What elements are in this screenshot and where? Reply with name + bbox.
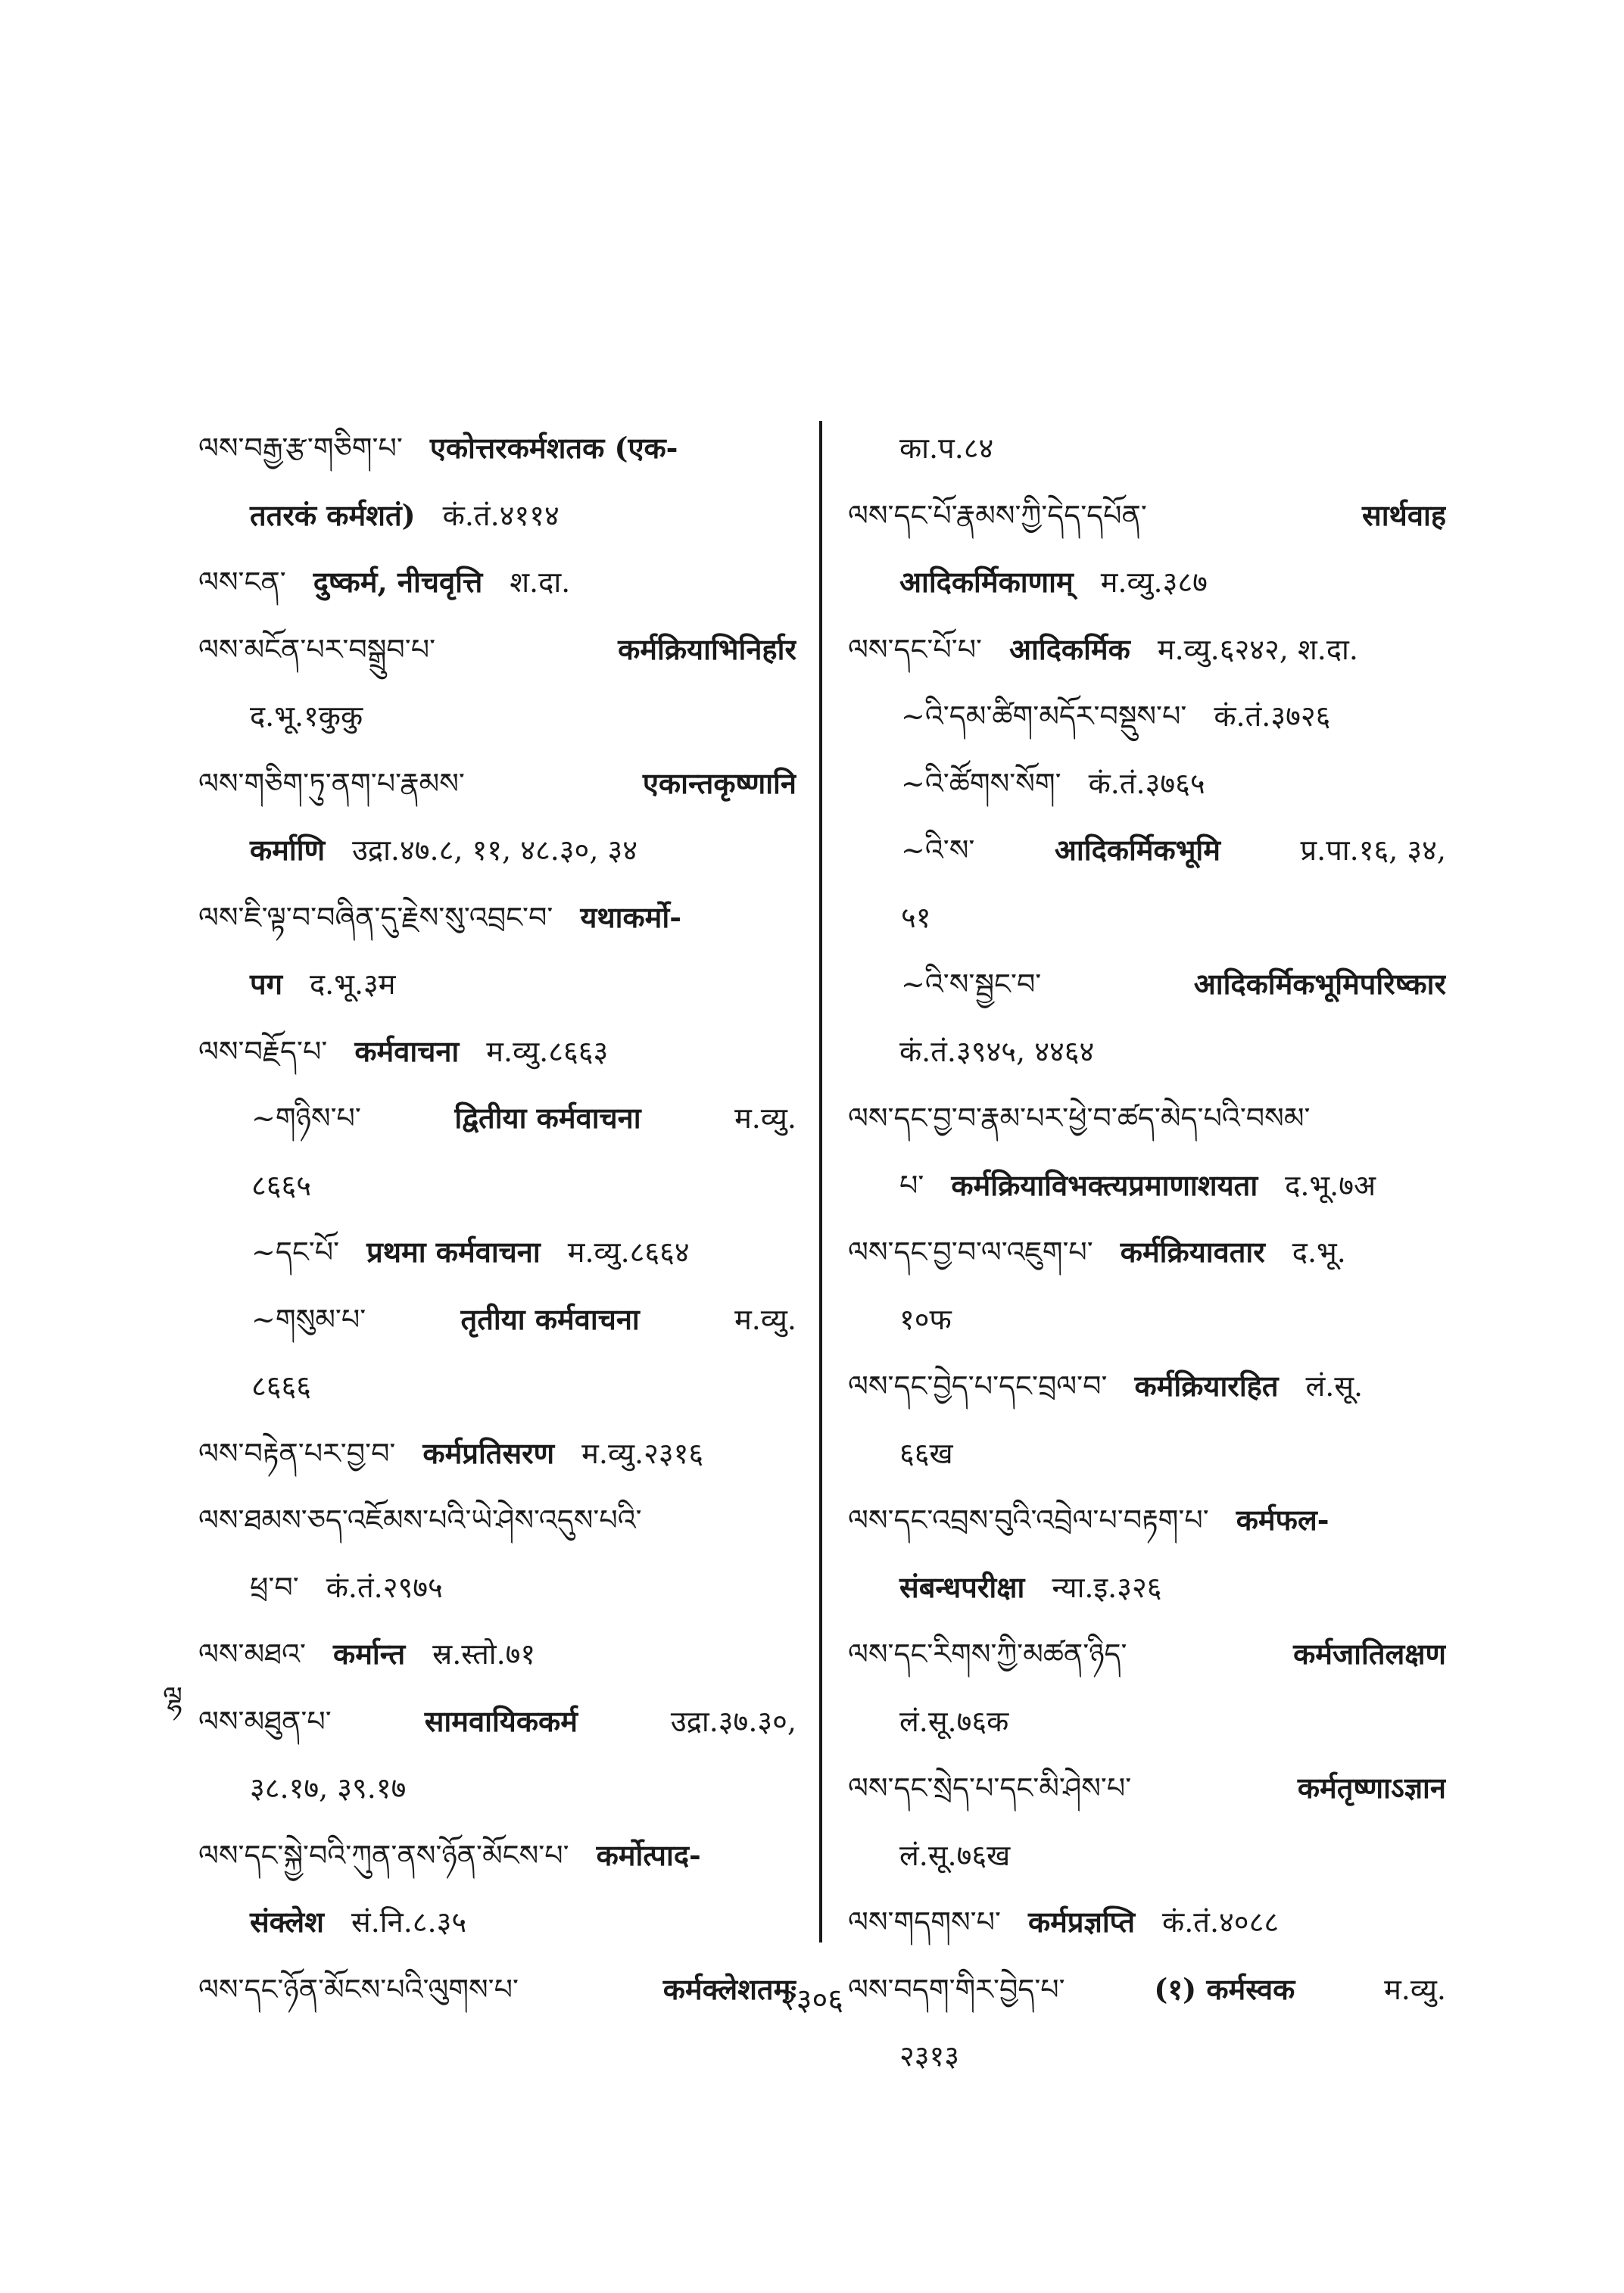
entry-line — [198, 1621, 796, 1688]
entry-line — [198, 616, 796, 684]
tibetan-term: ལས་ཇི་ལྟ་བ་བཞིན་དུ་རྗེས་སུ་འབྲང་བ་ — [198, 900, 553, 934]
entry-line — [848, 616, 1446, 684]
entry-line — [848, 1286, 1446, 1354]
entry-line — [198, 1353, 796, 1420]
source-reference: कं.तं.२९७५ — [326, 1570, 443, 1604]
sanskrit-equivalent: आदिकर्मिकभूमिपरिष्कार — [1193, 967, 1446, 1001]
entry-line — [198, 549, 796, 616]
entry-line — [848, 1755, 1446, 1822]
entry-line — [848, 817, 1446, 884]
entry-line — [198, 1487, 796, 1554]
entry-line — [848, 1554, 1446, 1622]
tibetan-term: ལས་དང་པོ་པ་ — [848, 632, 983, 666]
sanskrit-equivalent: कर्मप्रज्ञप्ति — [1027, 1905, 1136, 1939]
entry-line — [848, 1822, 1446, 1890]
entry-line — [198, 482, 796, 550]
entry-line — [198, 1822, 796, 1890]
sanskrit-equivalent: कर्मवाचना — [354, 1033, 460, 1068]
entry-line — [848, 1487, 1446, 1554]
tibetan-subterm: ~གཉིས་པ་ — [251, 1101, 361, 1135]
source-reference: सं.नि.८.३५ — [351, 1905, 467, 1939]
sanskrit-equivalent: संबन्धपरीक्षा — [899, 1569, 1025, 1604]
left-column — [198, 415, 796, 2023]
source-reference: २३१३ — [899, 2039, 960, 2073]
source-reference: लं.सू. — [1305, 1369, 1364, 1403]
entry-line — [848, 549, 1446, 616]
source-reference: म.व्यु.२३१६ — [581, 1436, 704, 1470]
entry-line — [848, 884, 1446, 952]
entry-line — [198, 951, 796, 1018]
source-reference: ३८.१७, ३९.१७ — [250, 1771, 407, 1805]
source-reference: म.व्यु. — [1384, 1972, 1446, 2006]
source-reference: द.भू.३म — [309, 967, 396, 1001]
page-number: २३०६ — [780, 1983, 844, 2017]
tibetan-term: ལས་བརྒྱ་རྩ་གཅིག་པ་ — [198, 431, 403, 465]
tibetan-subterm: ~དང་པོ་ — [251, 1235, 340, 1269]
entry-line — [848, 750, 1446, 818]
tibetan-term: ལས་དང་བྱ་བ་རྣམ་པར་ཕྱེ་བ་ཚད་མེད་པའི་བསམ་ — [848, 1101, 1311, 1135]
tibetan-term: ལས་གདགས་པ་ — [848, 1905, 1001, 1939]
source-reference: उद्रा.४७.८, ११, ४८.३०, ३४ — [352, 833, 637, 867]
sanskrit-equivalent: कर्मक्रियाभिनिर्हार — [618, 631, 796, 666]
source-reference: स्र.स्तो.७१ — [432, 1637, 536, 1671]
entry-line — [848, 415, 1446, 482]
entry-line — [198, 1755, 796, 1822]
tibetan-term: ལས་བརྟེན་པར་བྱ་བ་ — [198, 1436, 396, 1470]
tibetan-term: ལས་དང་སྐྱེ་བའི་ཀུན་ནས་ཉོན་མོངས་པ་ — [198, 1838, 569, 1872]
tibetan-term: ལས་དང་སྲེད་པ་དང་མི་ཤེས་པ་ — [848, 1771, 1132, 1805]
source-reference: श.दा. — [510, 565, 571, 599]
sanskrit-equivalent: एकोत्तरकर्मशतक (एक- — [429, 431, 678, 465]
entry-line — [198, 1554, 796, 1622]
source-reference: द.भू.७अ — [1285, 1168, 1376, 1202]
sanskrit-equivalent: सार्थवाह — [1362, 497, 1446, 532]
source-reference: प्र.पा.१६, ३४, — [1300, 833, 1446, 867]
tibetan-term: ལས་དང་ཉོན་མོངས་པའི་ལུགས་པ་ — [198, 1972, 519, 2006]
source-reference: ८६६५ — [251, 1168, 312, 1202]
source-reference: उद्रा.३७.३०, — [670, 1704, 796, 1738]
sanskrit-equivalent: आदिकर्मिक — [1009, 631, 1130, 666]
tibetan-term: ཕྲ་བ་ — [250, 1570, 299, 1604]
sanskrit-equivalent: कर्मप्रतिसरण — [422, 1435, 555, 1470]
entry-line — [848, 1688, 1446, 1756]
tibetan-subterm: ~འི་དམ་ཚིག་མདོར་བསྡུས་པ་ — [901, 699, 1187, 733]
source-reference: म.व्यु. — [734, 1101, 796, 1135]
source-reference: म.व्यु. — [734, 1302, 796, 1336]
entry-line — [848, 1018, 1446, 1086]
sanskrit-equivalent: आदिकर्मिकभूमि — [1054, 833, 1220, 867]
entry-line — [848, 683, 1446, 750]
entry-line — [198, 1219, 796, 1286]
source-reference: म.व्यु.३८७ — [1100, 565, 1208, 599]
entry-line — [198, 884, 796, 952]
sanskrit-equivalent: कर्माणि — [250, 833, 326, 867]
entry-line — [198, 415, 796, 482]
source-reference: कं.तं.३७६५ — [1088, 766, 1205, 800]
tibetan-term: ལས་མཐའ་ — [198, 1637, 307, 1671]
sanskrit-equivalent: कर्मतृष्णाऽज्ञान — [1297, 1771, 1446, 1805]
right-column — [848, 415, 1446, 2090]
sanskrit-equivalent: कर्मोत्पाद- — [596, 1837, 701, 1872]
entry-line — [198, 1085, 796, 1152]
entry-line — [848, 2023, 1446, 2090]
source-reference: म.व्यु.८६६३ — [486, 1034, 609, 1068]
tibetan-subterm: ~འི་ས་སྦྱང་བ་ — [901, 967, 1042, 1001]
tibetan-term: ལས་མངོན་པར་བསྒྲུབ་པ་ — [198, 632, 436, 666]
sanskrit-equivalent: एकान्तकृष्णानि — [642, 765, 796, 800]
source-reference: म.व्यु.८६६४ — [567, 1235, 690, 1269]
source-reference: कं.तं.३९४५, ४४६४ — [899, 1034, 1095, 1068]
source-reference: कं.तं.४०८८ — [1162, 1905, 1280, 1939]
source-reference: ५१ — [901, 900, 931, 934]
sanskrit-equivalent: ततरकं कर्मशतं) — [250, 497, 416, 532]
sanskrit-equivalent: पग — [250, 967, 282, 1001]
margin-section-mark: ལྷ — [162, 1681, 183, 1714]
sanskrit-equivalent: कर्मक्रियाविभक्त्यप्रमाणाशयता — [951, 1167, 1258, 1202]
tibetan-subterm: ~གསུམ་པ་ — [251, 1302, 366, 1336]
entry-line — [848, 1420, 1446, 1488]
sanskrit-equivalent: कर्मक्रियारहित — [1134, 1369, 1279, 1403]
source-reference: का.प.८४ — [899, 431, 994, 465]
entry-line — [848, 1621, 1446, 1688]
entry-line — [848, 1219, 1446, 1286]
sanskrit-equivalent: कर्मक्लेशतमः — [662, 1971, 796, 2006]
entry-line — [198, 1018, 796, 1086]
tibetan-term: ལས་བདག་གིར་བྱེད་པ་ — [848, 1972, 1065, 2006]
tibetan-subterm: ~འི་ཚོགས་སོག་ — [901, 766, 1061, 800]
tibetan-term: ལས་གཅིག་ཏུ་ནག་པ་རྣམས་ — [198, 766, 465, 800]
entry-line — [198, 1688, 796, 1756]
tibetan-term: ལས་མཐུན་པ་ — [198, 1704, 332, 1738]
sanskrit-equivalent: तृतीया कर्मवाचना — [460, 1301, 640, 1336]
source-reference: लं.सू.७६ख — [899, 1838, 1011, 1872]
tibetan-term: ལས་བརྗོད་པ་ — [198, 1034, 328, 1068]
sanskrit-equivalent: सामवायिककर्म — [424, 1703, 578, 1738]
sanskrit-equivalent: संक्लेश — [250, 1905, 325, 1939]
entry-line — [198, 683, 796, 750]
entry-line — [848, 482, 1446, 550]
tibetan-subterm: ~འི་ས་ — [901, 833, 975, 867]
source-reference: म.व्यु.६२४२, श.दा. — [1157, 632, 1358, 666]
sanskrit-equivalent: कर्मक्रियावतार — [1120, 1235, 1265, 1269]
source-reference: द.भू. — [1292, 1235, 1346, 1269]
tibetan-term: ལས་དང་བྱེད་པ་དང་བྲལ་བ་ — [848, 1369, 1108, 1403]
tibetan-term: པ་ — [899, 1168, 924, 1202]
entry-line — [848, 1085, 1446, 1152]
tibetan-term: ལས་དང་རིགས་ཀྱི་མཚན་ཉིད་ — [848, 1637, 1127, 1671]
sanskrit-equivalent: द्वितीया कर्मवाचना — [454, 1101, 641, 1135]
sanskrit-equivalent: कर्मजातिलक्षण — [1293, 1637, 1446, 1671]
source-reference: कं.तं.४११४ — [442, 498, 560, 532]
sanskrit-equivalent: आदिकर्मिकाणाम् — [899, 565, 1074, 599]
tibetan-term: ལས་ངན་ — [198, 565, 286, 599]
entry-line — [848, 1889, 1446, 1956]
sanskrit-equivalent: कर्मान्त — [333, 1637, 406, 1671]
entry-line — [848, 951, 1446, 1018]
sanskrit-equivalent: कर्मफल- — [1236, 1503, 1329, 1537]
entry-line — [198, 1420, 796, 1488]
entry-line — [198, 1889, 796, 1956]
sanskrit-equivalent: प्रथमा कर्मवाचना — [366, 1235, 541, 1269]
tibetan-term: ལས་དང་འབྲས་བུའི་འབྲེལ་པ་བརྟག་པ་ — [848, 1503, 1209, 1537]
entry-line — [198, 1152, 796, 1220]
entry-line — [198, 750, 796, 818]
source-reference: लं.सू.७६क — [899, 1704, 1009, 1738]
source-reference: कं.तं.३७२६ — [1214, 699, 1331, 733]
tibetan-term: ལས་ཐམས་ཅད་འཇོམས་པའི་ཡེ་ཤེས་འདུས་པའི་ — [198, 1503, 642, 1537]
source-reference: ६६ख — [899, 1436, 953, 1470]
sanskrit-equivalent: (१) कर्मस्वक — [1154, 1971, 1295, 2006]
entry-line — [198, 1286, 796, 1354]
source-reference: द.भू.१कुकु — [250, 699, 363, 733]
entry-line — [848, 1353, 1446, 1420]
source-reference: १०फ — [899, 1302, 952, 1336]
sanskrit-equivalent: यथाकर्मो- — [580, 899, 682, 934]
tibetan-term: ལས་དང་པོ་རྣམས་ཀྱི་དེད་དཔོན་ — [848, 498, 1147, 532]
entry-line — [848, 1152, 1446, 1220]
source-reference: न्या.इ.३२६ — [1052, 1570, 1162, 1604]
sanskrit-equivalent: दुष्कर्म, नीचवृत्ति — [313, 565, 483, 599]
source-reference: ८६६६ — [251, 1369, 312, 1403]
tibetan-term: ལས་དང་བྱ་བ་ལ་འཇུག་པ་ — [848, 1235, 1093, 1269]
entry-line — [198, 817, 796, 884]
column-divider — [819, 421, 822, 1943]
